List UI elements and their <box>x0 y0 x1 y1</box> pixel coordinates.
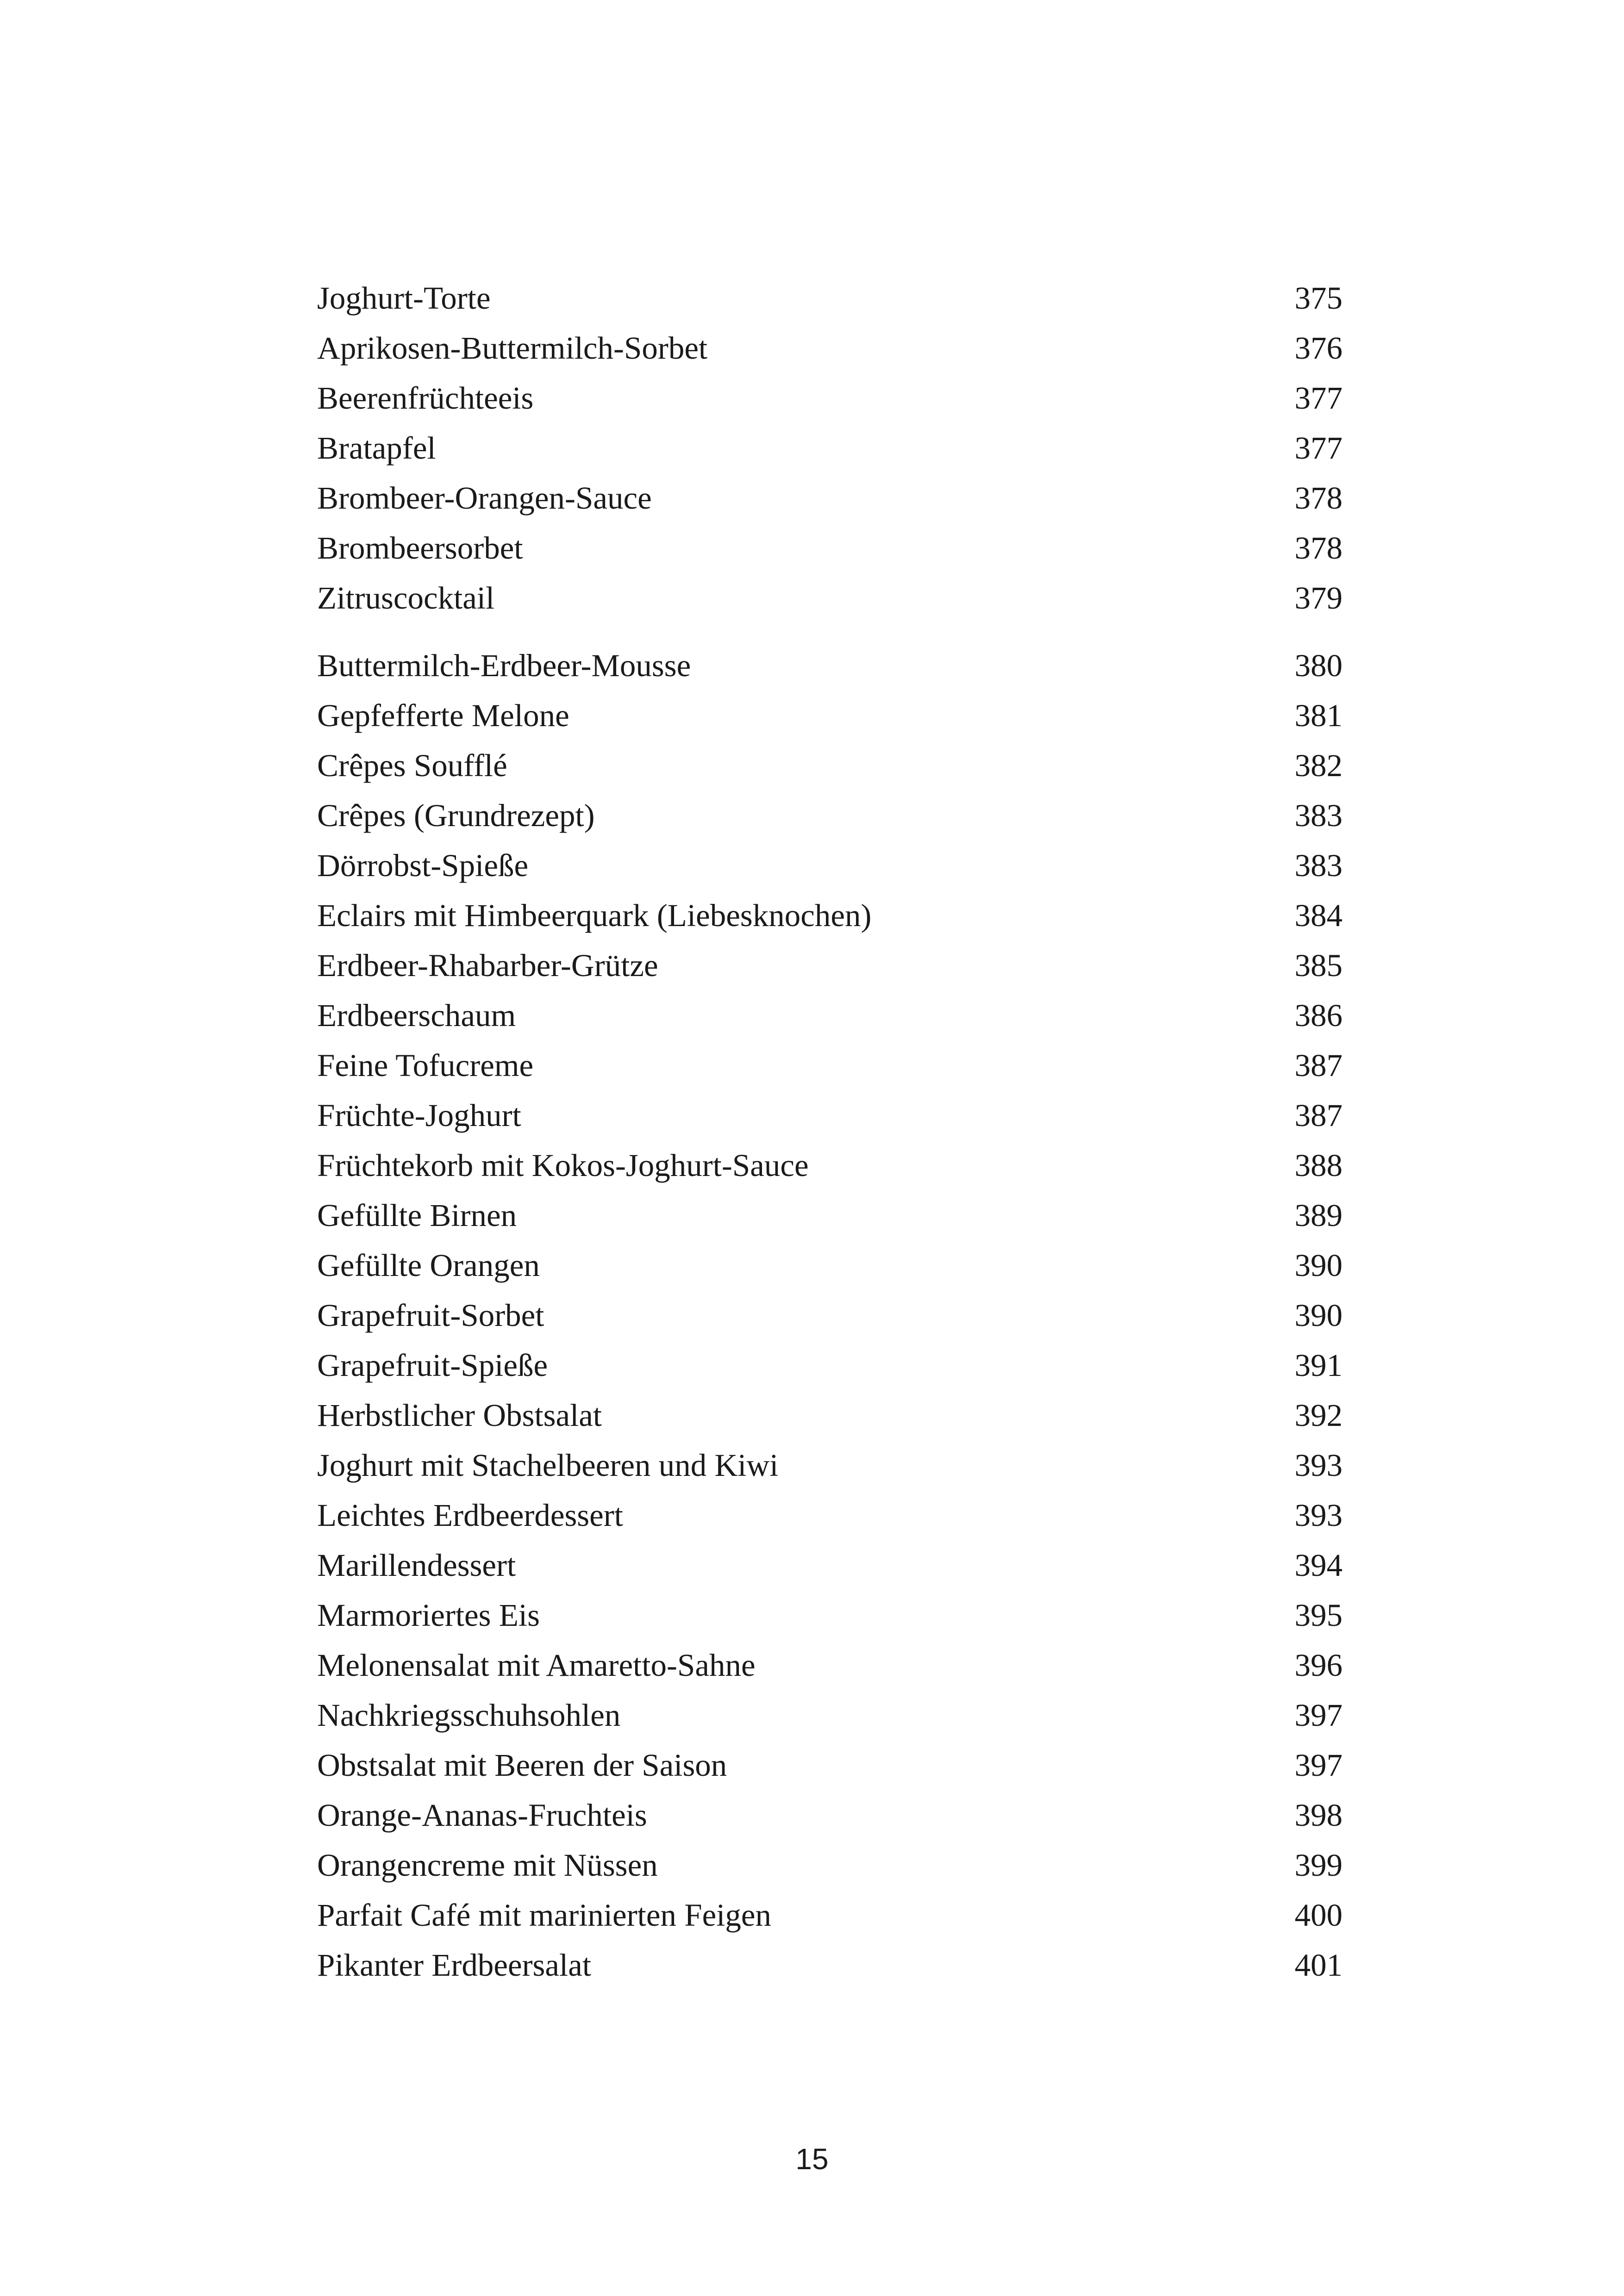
toc-entry-page-number: 390 <box>1294 1248 1343 1283</box>
toc-entry-page-number: 398 <box>1294 1798 1343 1833</box>
toc-entry-title: Parfait Café mit marinierten Feigen <box>317 1898 771 1933</box>
toc-entry <box>317 1040 1343 1090</box>
toc-entry <box>317 573 1343 623</box>
toc-entry-page-number: 377 <box>1294 380 1343 416</box>
toc-entry-title: Orangencreme mit Nüssen <box>317 1848 658 1883</box>
toc-entry <box>317 641 1343 691</box>
toc-entry-page-number: 387 <box>1294 1048 1343 1083</box>
toc-entry-title: Obstsalat mit Beeren der Saison <box>317 1748 727 1783</box>
toc-entry-page-number: 387 <box>1294 1098 1343 1133</box>
toc-entry-title: Pikanter Erdbeersalat <box>317 1948 591 1983</box>
toc-entry <box>317 1690 1343 1740</box>
toc-entry <box>317 740 1343 790</box>
toc-entry <box>317 840 1343 890</box>
toc-entry-title: Aprikosen-Buttermilch-Sorbet <box>317 330 708 366</box>
toc-entry-page-number: 395 <box>1294 1598 1343 1633</box>
toc-entry <box>317 1190 1343 1240</box>
toc-entry <box>317 323 1343 373</box>
toc-entry-title: Joghurt mit Stachelbeeren und Kiwi <box>317 1448 779 1483</box>
toc-entry <box>317 1490 1343 1540</box>
toc-entry-page-number: 379 <box>1294 580 1343 616</box>
toc-entry-page-number: 393 <box>1294 1448 1343 1483</box>
toc-entry <box>317 1740 1343 1790</box>
toc-entry-title: Feine Tofucreme <box>317 1048 534 1083</box>
toc-entry-page-number: 389 <box>1294 1198 1343 1233</box>
toc-entry-page-number: 397 <box>1294 1698 1343 1733</box>
toc-entry <box>317 1340 1343 1390</box>
toc-entry-title: Erdbeerschaum <box>317 998 516 1033</box>
toc-entry-title: Marmoriertes Eis <box>317 1598 540 1633</box>
toc-entry-page-number: 383 <box>1294 848 1343 883</box>
toc-entry-page-number: 381 <box>1294 698 1343 733</box>
toc-entry-page-number: 386 <box>1294 998 1343 1033</box>
toc-entry-page-number: 393 <box>1294 1498 1343 1533</box>
toc-entry-title: Nachkriegsschuhsohlen <box>317 1698 621 1733</box>
toc-entry <box>317 1140 1343 1190</box>
table-of-contents <box>317 273 1343 1990</box>
toc-entry-page-number: 394 <box>1294 1548 1343 1583</box>
toc-entry-page-number: 382 <box>1294 748 1343 783</box>
toc-entry-title: Früchtekorb mit Kokos-Joghurt-Sauce <box>317 1148 809 1183</box>
toc-entry-page-number: 378 <box>1294 530 1343 566</box>
toc-entry-page-number: 375 <box>1294 280 1343 316</box>
toc-entry-page-number: 391 <box>1294 1348 1343 1383</box>
toc-entry-page-number: 400 <box>1294 1898 1343 1933</box>
toc-entry-title: Crêpes (Grundrezept) <box>317 798 595 833</box>
toc-entry-title: Grapefruit-Sorbet <box>317 1298 544 1333</box>
toc-entry-page-number: 380 <box>1294 648 1343 683</box>
toc-entry <box>317 1640 1343 1690</box>
toc-entry-page-number: 376 <box>1294 330 1343 366</box>
toc-entry-title: Melonensalat mit Amaretto-Sahne <box>317 1648 756 1683</box>
toc-entry-title: Crêpes Soufflé <box>317 748 507 783</box>
toc-entry-title: Eclairs mit Himbeerquark (Liebesknochen) <box>317 898 872 933</box>
toc-entry <box>317 790 1343 840</box>
toc-entry-page-number: 392 <box>1294 1398 1343 1433</box>
toc-entry <box>317 1840 1343 1890</box>
toc-entry-page-number: 401 <box>1294 1948 1343 1983</box>
toc-entry-title: Bratapfel <box>317 430 436 466</box>
toc-entry <box>317 523 1343 573</box>
toc-entry <box>317 1940 1343 1990</box>
toc-entry <box>317 940 1343 990</box>
page-number: 15 <box>795 2142 829 2176</box>
toc-entry-title: Brombeer-Orangen-Sauce <box>317 480 652 516</box>
toc-entry-title: Marillendessert <box>317 1548 516 1583</box>
toc-entry <box>317 990 1343 1040</box>
toc-entry-page-number: 388 <box>1294 1148 1343 1183</box>
toc-entry <box>317 1290 1343 1340</box>
toc-entry-title: Leichtes Erdbeerdessert <box>317 1498 623 1533</box>
toc-entry <box>317 373 1343 423</box>
toc-entry <box>317 273 1343 323</box>
toc-entry <box>317 1790 1343 1840</box>
toc-entry <box>317 1590 1343 1640</box>
toc-entry-title: Joghurt-Torte <box>317 280 491 316</box>
toc-entry-page-number: 397 <box>1294 1748 1343 1783</box>
toc-entry <box>317 423 1343 473</box>
toc-entry-title: Orange-Ananas-Fruchteis <box>317 1798 647 1833</box>
toc-entry-title: Gefüllte Birnen <box>317 1198 517 1233</box>
toc-entry-title: Herbstlicher Obstsalat <box>317 1398 602 1433</box>
toc-entry <box>317 1440 1343 1490</box>
toc-entry <box>317 890 1343 940</box>
toc-entry-page-number: 383 <box>1294 798 1343 833</box>
toc-entry-title: Grapefruit-Spieße <box>317 1348 548 1383</box>
toc-entry-title: Brombeersorbet <box>317 530 523 566</box>
toc-entry-title: Zitruscocktail <box>317 580 495 616</box>
toc-entry <box>317 1390 1343 1440</box>
toc-entry <box>317 1240 1343 1290</box>
toc-entry-page-number: 378 <box>1294 480 1343 516</box>
toc-entry-page-number: 396 <box>1294 1648 1343 1683</box>
toc-entry-page-number: 399 <box>1294 1848 1343 1883</box>
toc-entry-page-number: 390 <box>1294 1298 1343 1333</box>
toc-entry-page-number: 384 <box>1294 898 1343 933</box>
toc-entry-title: Dörrobst-Spieße <box>317 848 529 883</box>
toc-entry <box>317 1890 1343 1940</box>
toc-entry <box>317 1540 1343 1590</box>
toc-entry-title: Früchte-Joghurt <box>317 1098 521 1133</box>
toc-entry-page-number: 377 <box>1294 430 1343 466</box>
toc-entry <box>317 473 1343 523</box>
toc-entry-page-number: 385 <box>1294 948 1343 983</box>
toc-entry-title: Gefüllte Orangen <box>317 1248 540 1283</box>
toc-entry-title: Erdbeer-Rhabarber-Grütze <box>317 948 658 983</box>
toc-entry-title: Buttermilch-Erdbeer-Mousse <box>317 648 691 683</box>
toc-entry-title: Gepfefferte Melone <box>317 698 569 733</box>
toc-entry <box>317 691 1343 740</box>
toc-entry-title: Beerenfrüchteeis <box>317 380 534 416</box>
toc-entry <box>317 1090 1343 1140</box>
